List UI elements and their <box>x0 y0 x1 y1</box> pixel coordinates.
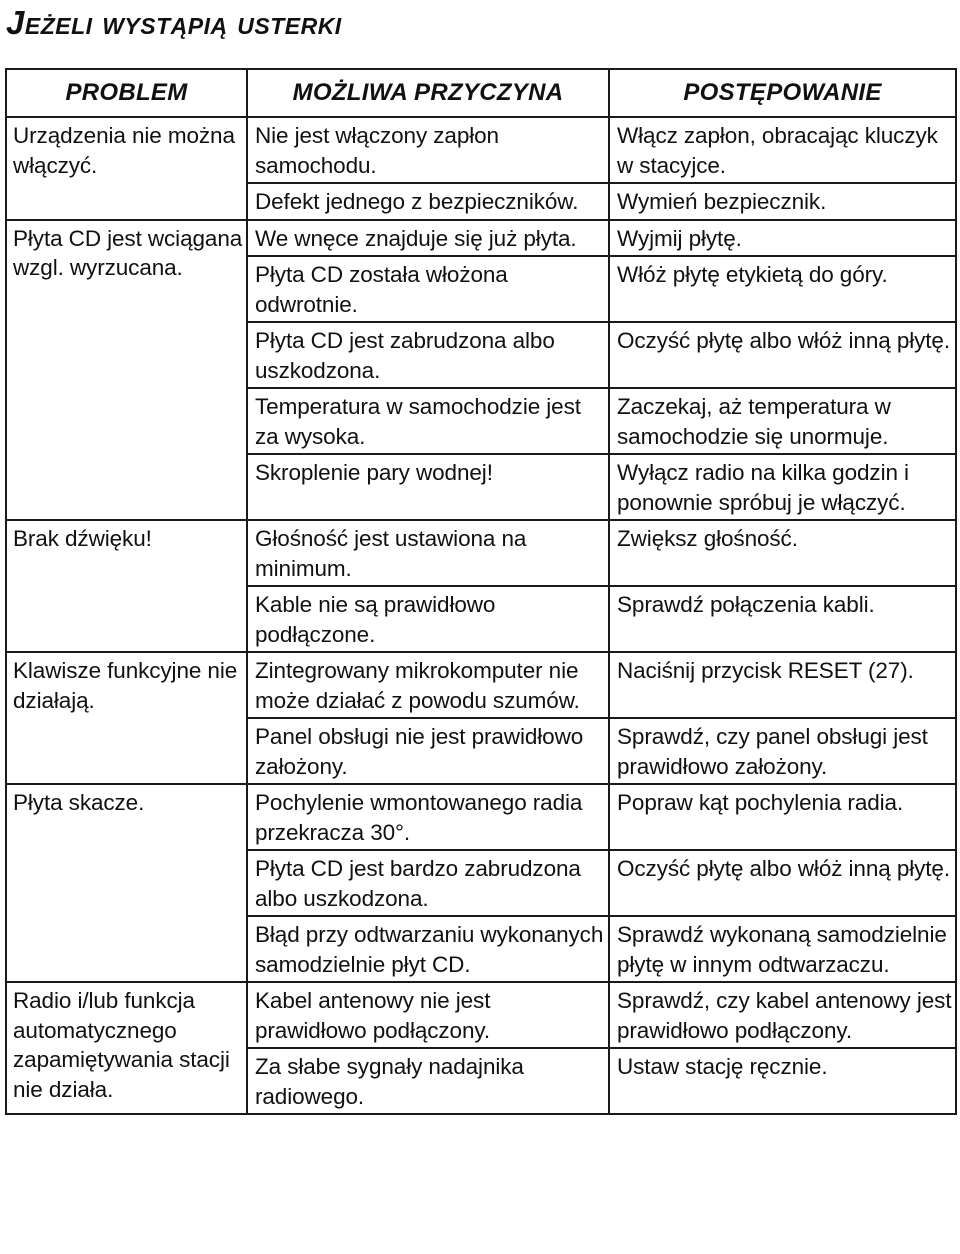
table-row <box>6 220 956 257</box>
troubleshooting-table <box>5 68 957 1115</box>
cause-cell: Defekt jednego z bezpieczników. <box>247 183 609 220</box>
cause-cell: Błąd przy odtwarzaniu wykonanych samodzielnie płyt CD. <box>247 916 609 982</box>
action-cell: Sprawdź wykonaną samodzielnie płytę w innym odtwarzaczu. <box>609 916 956 982</box>
action-cell: Zwiększ głośność. <box>609 520 956 586</box>
problem-cell: Płyta skacze. <box>6 784 247 982</box>
action-cell: Sprawdź, czy kabel antenowy jest prawidłowo podłączony. <box>609 982 956 1048</box>
table-row <box>6 784 956 850</box>
action-cell: Wymień bezpiecznik. <box>609 183 956 220</box>
action-cell: Zaczekaj, aż temperatura w samochodzie się unormuje. <box>609 388 956 454</box>
action-cell: Włóż płytę etykietą do góry. <box>609 256 956 322</box>
action-cell: Włącz zapłon, obracając kluczyk w stacyjce. <box>609 117 956 183</box>
header-problem: PROBLEM <box>6 69 247 117</box>
problem-cell: Radio i/lub funkcja automatycznego zapamiętywania stacji nie działa. <box>6 982 247 1114</box>
action-cell: Sprawdź połączenia kabli. <box>609 586 956 652</box>
cause-cell: We wnęce znajduje się już płyta. <box>247 220 609 257</box>
cause-cell: Głośność jest ustawiona na minimum. <box>247 520 609 586</box>
cause-cell: Skroplenie pary wodnej! <box>247 454 609 520</box>
cause-cell: Kabel antenowy nie jest prawidłowo podłączony. <box>247 982 609 1048</box>
cause-cell: Zintegrowany mikrokomputer nie może działać z powodu szumów. <box>247 652 609 718</box>
action-cell: Oczyść płytę albo włóż inną płytę. <box>609 322 956 388</box>
table-row <box>6 652 956 718</box>
page-title: Jeżeli wystąpią usterki <box>6 4 342 41</box>
cause-cell: Płyta CD jest zabrudzona albo uszkodzona. <box>247 322 609 388</box>
problem-cell: Urządzenia nie można włączyć. <box>6 117 247 220</box>
action-cell: Ustaw stację ręcznie. <box>609 1048 956 1114</box>
action-cell: Sprawdź, czy panel obsługi jest prawidłowo założony. <box>609 718 956 784</box>
action-cell: Naciśnij przycisk RESET (27). <box>609 652 956 718</box>
cause-cell: Panel obsługi nie jest prawidłowo założony. <box>247 718 609 784</box>
problem-cell: Brak dźwięku! <box>6 520 247 652</box>
cause-cell: Nie jest włączony zapłon samochodu. <box>247 117 609 183</box>
cause-cell: Płyta CD została włożona odwrotnie. <box>247 256 609 322</box>
cause-cell: Za słabe sygnały nadajnika radiowego. <box>247 1048 609 1114</box>
table-row <box>6 117 956 183</box>
problem-cell: Płyta CD jest wciągana wzgl. wyrzucana. <box>6 220 247 521</box>
action-cell: Oczyść płytę albo włóż inną płytę. <box>609 850 956 916</box>
cause-cell: Temperatura w samochodzie jest za wysoka. <box>247 388 609 454</box>
table-row <box>6 520 956 586</box>
cause-cell: Pochylenie wmontowanego radia przekracza 30°. <box>247 784 609 850</box>
header-action: POSTĘPOWANIE <box>609 69 956 117</box>
header-cause: MOŻLIWA PRZYCZYNA <box>247 69 609 117</box>
cause-cell: Płyta CD jest bardzo zabrudzona albo uszkodzona. <box>247 850 609 916</box>
action-cell: Wyłącz radio na kilka godzin i ponownie spróbuj je włączyć. <box>609 454 956 520</box>
table-row <box>6 982 956 1048</box>
table-header-row <box>6 69 956 117</box>
action-cell: Popraw kąt pochylenia radia. <box>609 784 956 850</box>
problem-cell: Klawisze funkcyjne nie działają. <box>6 652 247 784</box>
action-cell: Wyjmij płytę. <box>609 220 956 257</box>
cause-cell: Kable nie są prawidłowo podłączone. <box>247 586 609 652</box>
